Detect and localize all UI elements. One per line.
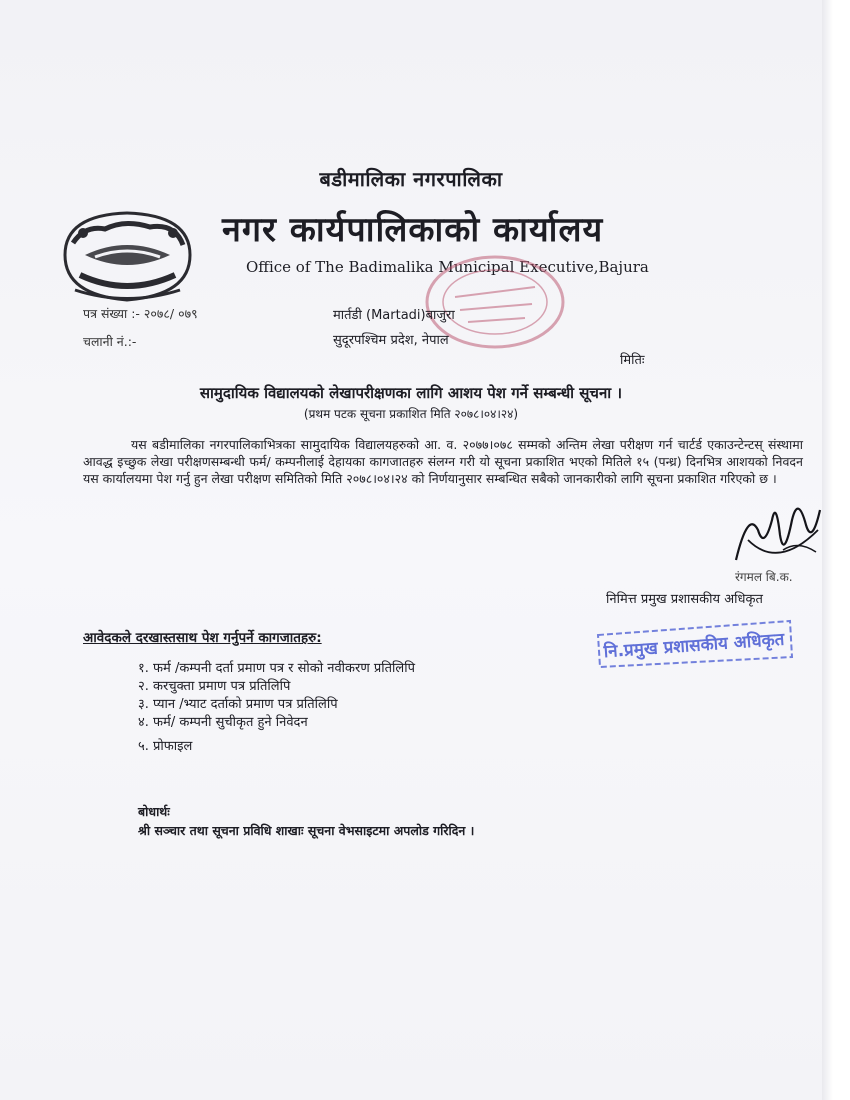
dispatch-number: चलानी नं.:- xyxy=(83,334,137,349)
office-title-english: Office of The Badimalika Municipal Executive,Bajura xyxy=(246,258,649,276)
designation-stamp xyxy=(594,617,794,669)
designation-stamp-text: नि.प्रमुख प्रशासकीय अधिकृत xyxy=(603,629,786,663)
notice-title: सामुदायिक विद्यालयको लेखापरीक्षणका लागि आशय पेश गर्ने सम्बन्धी सूचना । xyxy=(199,384,623,402)
office-title-nepali: नगर कार्यपालिकाको कार्यालय xyxy=(222,210,604,250)
cc-label: बोधार्थः xyxy=(138,804,170,819)
list-item: ४. फर्म/ कम्पनी सुचीकृत हुने निवेदन xyxy=(138,715,308,730)
signatory-designation: निमित्त प्रमुख प्रशासकीय अधिकृत xyxy=(606,592,763,607)
notice-body: यस बडीमालिका नगरपालिकाभित्रका सामुदायिक विद्यालयहरुको आ. व. २०७७।०७८ सम्मको अन्तिम लेखा परीक्षण गर्न चार्टर्ड एकाउन्टेन्टस् संस्थामा आवद्ध इच्छुक लेखा परीक्षणसम्बन्धी फर्म/ कम्पनीलाई देहायका कागजातहरु संलग्न गरी यो सूचना प्रकाशित भएको मितिले १५ (पन्ध्र) दिनभित्र आशयको निवदन यस कार्यालयमा पेश गर्नु हुन लेखा परीक्षण समितिको मिति २०७८।०४।२४ को निर्णयानुसार सम्बन्धित सबैको जानकारीको लागि सूचना प्रकाशित गरिएको छ । xyxy=(83,437,803,486)
municipality-name: बडीमालिका नगरपालिका xyxy=(319,167,503,191)
list-item: ३. प्यान /भ्याट दर्ताको प्रमाण पत्र प्रतिलिपि xyxy=(138,697,338,712)
documents-heading: आवेदकले दरखास्तसाथ पेश गर्नुपर्ने कागजातहरु: xyxy=(83,630,322,646)
signatory-name: रंगमल बि.क. xyxy=(735,570,793,584)
address-line-2: सुदूरपश्चिम प्रदेश, नेपाल xyxy=(333,333,449,348)
nepal-emblem-icon xyxy=(55,205,200,305)
documents-list xyxy=(138,660,415,756)
notice-subtitle: (प्रथम पटक सूचना प्रकाशित मिति २०७८।०४।२४) xyxy=(303,407,519,421)
list-item: १. फर्म /कम्पनी दर्ता प्रमाण पत्र र सोको नवीकरण प्रतिलिपि xyxy=(138,661,415,676)
list-item: २. करचुक्ता प्रमाण पत्र प्रतिलिपि xyxy=(138,679,291,694)
list-item: ५. प्रोफाइल xyxy=(138,739,193,754)
letter-number: पत्र संख्या :- २०७८/ ०७९ xyxy=(83,306,198,321)
address-line-1: मार्तडी (Martadi)बाजुरा xyxy=(333,308,455,323)
signature-icon xyxy=(728,490,828,580)
cc-text: श्री सञ्चार तथा सूचना प्रविधि शाखाः सूचना वेभसाइटमा अपलोड गरिदिन । xyxy=(138,823,475,838)
date-label: मितिः xyxy=(620,353,645,368)
